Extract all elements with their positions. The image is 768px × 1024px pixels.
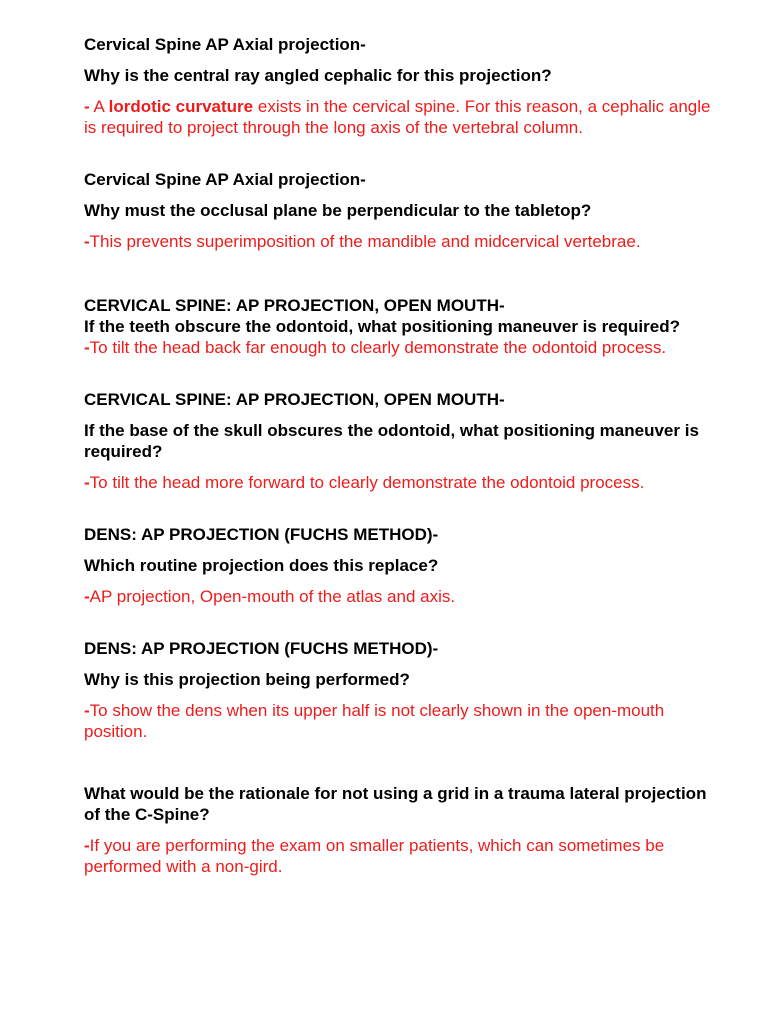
section-heading: Cervical Spine AP Axial projection- xyxy=(84,170,366,189)
question-text: If the teeth obscure the odontoid, what positioning maneuver is required? xyxy=(84,317,680,336)
qa-block xyxy=(84,389,724,493)
answer-pre: A xyxy=(89,97,109,116)
question-text: Why must the occlusal plane be perpendicular to the tabletop? xyxy=(84,201,592,220)
answer-dash: - xyxy=(84,836,90,855)
section-heading: DENS: AP PROJECTION (FUCHS METHOD)- xyxy=(84,639,439,658)
answer-text xyxy=(84,231,724,252)
answer-text xyxy=(84,472,724,493)
answer-text xyxy=(84,835,724,877)
answer-text xyxy=(84,700,724,742)
answer-body: This prevents superimposition of the mandible and midcervical vertebrae. xyxy=(89,232,641,251)
qa-block xyxy=(84,638,724,742)
answer-body: To tilt the head back far enough to clearly demonstrate the odontoid process. xyxy=(89,338,667,357)
answer-dash: - xyxy=(84,473,90,492)
question-text: Why is this projection being performed? xyxy=(84,670,410,689)
answer-dash: - xyxy=(84,587,90,606)
answer-dash: - xyxy=(84,701,90,720)
answer-dash: - xyxy=(84,97,90,116)
answer-dash: - xyxy=(84,338,90,357)
answer-body: If you are performing the exam on smaller patients, which can sometimes be performed with a non-gird. xyxy=(84,836,665,876)
question-text: What would be the rationale for not using a grid in a trauma lateral projection of the C-Spine? xyxy=(84,784,707,824)
qa-block xyxy=(84,524,724,607)
answer-body: To show the dens when its upper half is not clearly shown in the open-mouth position. xyxy=(84,701,665,741)
section-heading: CERVICAL SPINE: AP PROJECTION, OPEN MOUTH- xyxy=(84,390,505,409)
answer-emphasis: lordotic curvature xyxy=(108,97,254,116)
answer-dash: - xyxy=(84,232,90,251)
answer-post: exists in the cervical spine. For this reason, a cephalic angle is required to project through the long axis of the vertebral column. xyxy=(84,97,711,137)
question-text: Why is the central ray angled cephalic for this projection? xyxy=(84,66,552,85)
question-text: Which routine projection does this replace? xyxy=(84,556,439,575)
section-heading: DENS: AP PROJECTION (FUCHS METHOD)- xyxy=(84,525,439,544)
answer-text xyxy=(84,586,724,607)
qa-block xyxy=(84,34,724,138)
answer-text xyxy=(84,337,724,358)
qa-block xyxy=(84,295,724,358)
answer-text xyxy=(84,96,724,138)
answer-body: AP projection, Open-mouth of the atlas and axis. xyxy=(89,587,456,606)
qa-block xyxy=(84,783,724,877)
section-heading: CERVICAL SPINE: AP PROJECTION, OPEN MOUTH- xyxy=(84,296,505,315)
qa-block xyxy=(84,169,724,252)
question-text: If the base of the skull obscures the odontoid, what positioning maneuver is required? xyxy=(84,421,699,461)
section-heading: Cervical Spine AP Axial projection- xyxy=(84,35,366,54)
document-page xyxy=(84,34,724,877)
answer-body: To tilt the head more forward to clearly demonstrate the odontoid process. xyxy=(89,473,645,492)
